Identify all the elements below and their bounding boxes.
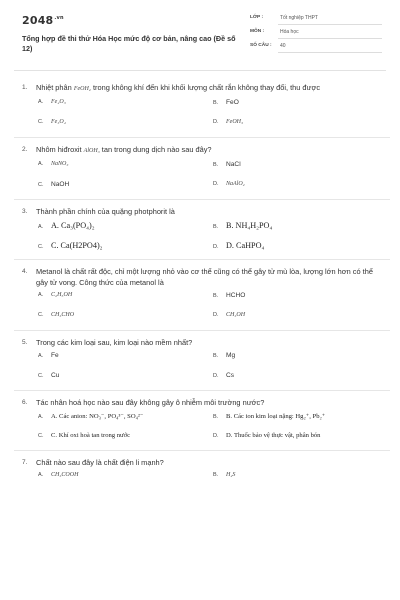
option-letter: D.: [213, 312, 219, 318]
option-letter: C.: [38, 244, 44, 250]
option-text: D. Thuốc bảo vệ thực vật, phân bón: [226, 432, 321, 439]
option-letter: D.: [213, 244, 219, 250]
answer-option[interactable]: [213, 95, 388, 115]
question-text: [36, 206, 382, 217]
question-stem: [22, 337, 382, 348]
option-text: C₂H₅OH: [51, 292, 73, 298]
option-letter: D.: [213, 433, 219, 439]
question-text-pre: Metanol là chất rất độc, chỉ một lượng nhỏ vào cơ thể cũng có thể gây tử mù lòa, lượng lớn hơn có thể gây tử vong. Công thức của metanol là: [36, 267, 373, 287]
question-item: [22, 82, 382, 138]
meta-row-grade: [250, 14, 382, 27]
question-text: [36, 144, 382, 157]
option-letter: D.: [213, 373, 219, 379]
question-stem: [22, 206, 382, 217]
answer-option[interactable]: [213, 288, 388, 308]
option-letter: B.: [213, 224, 219, 230]
answer-option[interactable]: [38, 177, 213, 197]
option-letter: B.: [213, 293, 219, 299]
question-text: [36, 457, 382, 468]
question-text-pre: Nhiệt phân: [36, 83, 74, 92]
option-letter: C.: [38, 119, 44, 125]
answer-option[interactable]: [38, 368, 213, 388]
option-letter: C.: [38, 312, 44, 318]
question-divider: [14, 137, 390, 138]
answer-option[interactable]: [213, 308, 388, 328]
option-letter: C.: [38, 182, 44, 188]
question-divider: [14, 330, 390, 331]
option-letter: B.: [213, 100, 219, 106]
question-divider: [14, 390, 390, 391]
meta-value: Tốt nghiệp THPT: [278, 14, 382, 25]
answer-options: [22, 348, 382, 388]
option-text: CH₃CHO: [51, 312, 75, 318]
option-letter: B.: [213, 472, 219, 478]
option-text: H₂S: [226, 472, 236, 478]
answer-option[interactable]: [38, 408, 213, 428]
answer-option[interactable]: [213, 468, 388, 488]
question-text-pre: Nhôm hiđroxit: [36, 145, 84, 154]
option-letter: B.: [213, 414, 219, 420]
option-text: Cs: [226, 372, 235, 379]
question-text: [36, 337, 382, 348]
question-item: [22, 397, 382, 451]
question-number: 7.: [22, 459, 28, 466]
option-text: NaAlO₂: [226, 181, 245, 187]
question-number: 2.: [22, 146, 28, 153]
option-text: A. Các anion: NO₃⁻, PO₄³⁻, SO₄²⁻: [51, 413, 144, 420]
question-formula: FeOH₂: [73, 86, 91, 92]
option-text: C. Ca(H2PO4)₂: [51, 241, 103, 250]
meta-label: SỐ CÂU :: [250, 43, 272, 48]
question-stem: [22, 266, 382, 288]
question-number: 6.: [22, 399, 28, 406]
option-letter: A.: [38, 472, 44, 478]
question-divider: [14, 199, 390, 200]
document-title: Tổng hợp đề thi thử Hóa Học mức độ cơ bản, nâng cao (Đề số 12): [22, 34, 236, 53]
option-text: Fe₃O₄: [51, 119, 66, 125]
logo-suffix: .vn: [54, 15, 64, 22]
answer-option[interactable]: [38, 288, 213, 308]
document-header: [22, 14, 382, 68]
answer-option[interactable]: [38, 308, 213, 328]
answer-option[interactable]: [213, 348, 388, 368]
option-text: FeO: [226, 99, 239, 106]
question-number: 5.: [22, 339, 28, 346]
answer-option[interactable]: [213, 115, 388, 135]
question-text: [36, 266, 382, 288]
question-text-post: tan trong dung dịch nào sau đây?: [99, 145, 212, 154]
answer-option[interactable]: [213, 217, 388, 237]
option-letter: D.: [213, 119, 219, 125]
answer-options: [22, 157, 382, 197]
option-letter: A.: [38, 414, 44, 420]
header-divider: [14, 70, 386, 71]
question-text-pre: Thành phần chính của quặng photphorit là: [36, 207, 175, 216]
question-text: [36, 82, 382, 95]
option-letter: B.: [213, 162, 219, 168]
option-text: CH₃COOH: [51, 472, 79, 478]
option-text: Cu: [51, 372, 60, 379]
option-text: NaNO₃: [51, 161, 69, 167]
question-stem: [22, 144, 382, 157]
option-text: NaOH: [51, 181, 70, 188]
option-letter: A.: [38, 99, 44, 105]
meta-value: Hóa học: [278, 28, 382, 39]
option-text: FeOH₃: [226, 119, 244, 125]
option-text: Fe: [51, 352, 59, 359]
answer-option[interactable]: [213, 157, 388, 177]
answer-option[interactable]: [213, 237, 388, 257]
option-letter: D.: [213, 181, 219, 187]
question-formula: AlOH₃: [83, 148, 100, 154]
meta-label: MÔN :: [250, 29, 265, 34]
site-logo[interactable]: [22, 14, 64, 27]
meta-info: [250, 14, 382, 56]
meta-value: 40: [278, 42, 382, 53]
option-text: B. NH₄H₂PO₄: [226, 221, 273, 230]
question-text-post: trong không khí đến khi khối lượng chất rắn không thay đổi, thu được: [90, 83, 321, 92]
answer-options: [22, 468, 382, 488]
option-text: NaCl: [226, 161, 241, 168]
option-letter: A.: [38, 353, 44, 359]
answer-option[interactable]: [213, 177, 388, 197]
answer-option[interactable]: [38, 95, 213, 115]
option-letter: C.: [38, 433, 44, 439]
answer-options: [22, 217, 382, 257]
answer-option[interactable]: [38, 237, 213, 257]
meta-row-subject: [250, 28, 382, 41]
question-stem: [22, 82, 382, 95]
question-item: [22, 337, 382, 391]
question-text: [36, 397, 382, 408]
question-item: [22, 457, 382, 488]
question-stem: [22, 457, 382, 468]
answer-option[interactable]: [213, 368, 388, 388]
answer-option[interactable]: [38, 428, 213, 448]
question-number: 1.: [22, 84, 28, 91]
option-text: HCHO: [226, 292, 246, 299]
answer-options: [22, 95, 382, 135]
option-text: Mg: [226, 352, 236, 359]
answer-option[interactable]: [38, 217, 213, 237]
answer-option[interactable]: [38, 468, 213, 488]
option-letter: A.: [38, 224, 44, 230]
question-item: [22, 266, 382, 331]
logo-text: 2048: [22, 14, 54, 27]
answer-option[interactable]: [38, 157, 213, 177]
meta-label: LỚP :: [250, 15, 264, 20]
question-divider: [14, 259, 390, 260]
question-text-pre: Trong các kim loại sau, kim loại nào mềm nhất?: [36, 338, 193, 347]
option-letter: C.: [38, 373, 44, 379]
question-number: 3.: [22, 208, 28, 215]
question-divider: [14, 450, 390, 451]
option-text: B. Các ion kim loại nặng: Hg₂⁺, Pb₂⁺: [226, 413, 326, 420]
question-text-pre: Chất nào sau đây là chất điện li mạnh?: [36, 458, 164, 467]
option-letter: A.: [38, 161, 44, 167]
option-text: D. CaHPO₄: [226, 241, 265, 250]
answer-option[interactable]: [38, 115, 213, 135]
question-item: [22, 206, 382, 260]
option-text: CH₃OH: [226, 312, 246, 318]
question-text-pre: Tác nhân hoá học nào sau đây không gây ô nhiễm môi trường nước?: [36, 398, 265, 407]
option-text: C. Khí oxi hoà tan trong nước: [51, 432, 131, 439]
meta-row-count: [250, 42, 382, 55]
answer-options: [22, 288, 382, 328]
option-text: A. Ca₃(PO₄)₂: [51, 221, 95, 230]
option-text: Fe₂O₃: [51, 99, 66, 105]
answer-option[interactable]: [38, 348, 213, 368]
answer-option[interactable]: [213, 408, 388, 428]
option-letter: B.: [213, 353, 219, 359]
question-number: 4.: [22, 268, 28, 275]
option-letter: A.: [38, 292, 44, 298]
answer-options: [22, 408, 382, 448]
question-item: [22, 144, 382, 200]
answer-option[interactable]: [213, 428, 388, 448]
question-list: [22, 82, 382, 488]
question-stem: [22, 397, 382, 408]
